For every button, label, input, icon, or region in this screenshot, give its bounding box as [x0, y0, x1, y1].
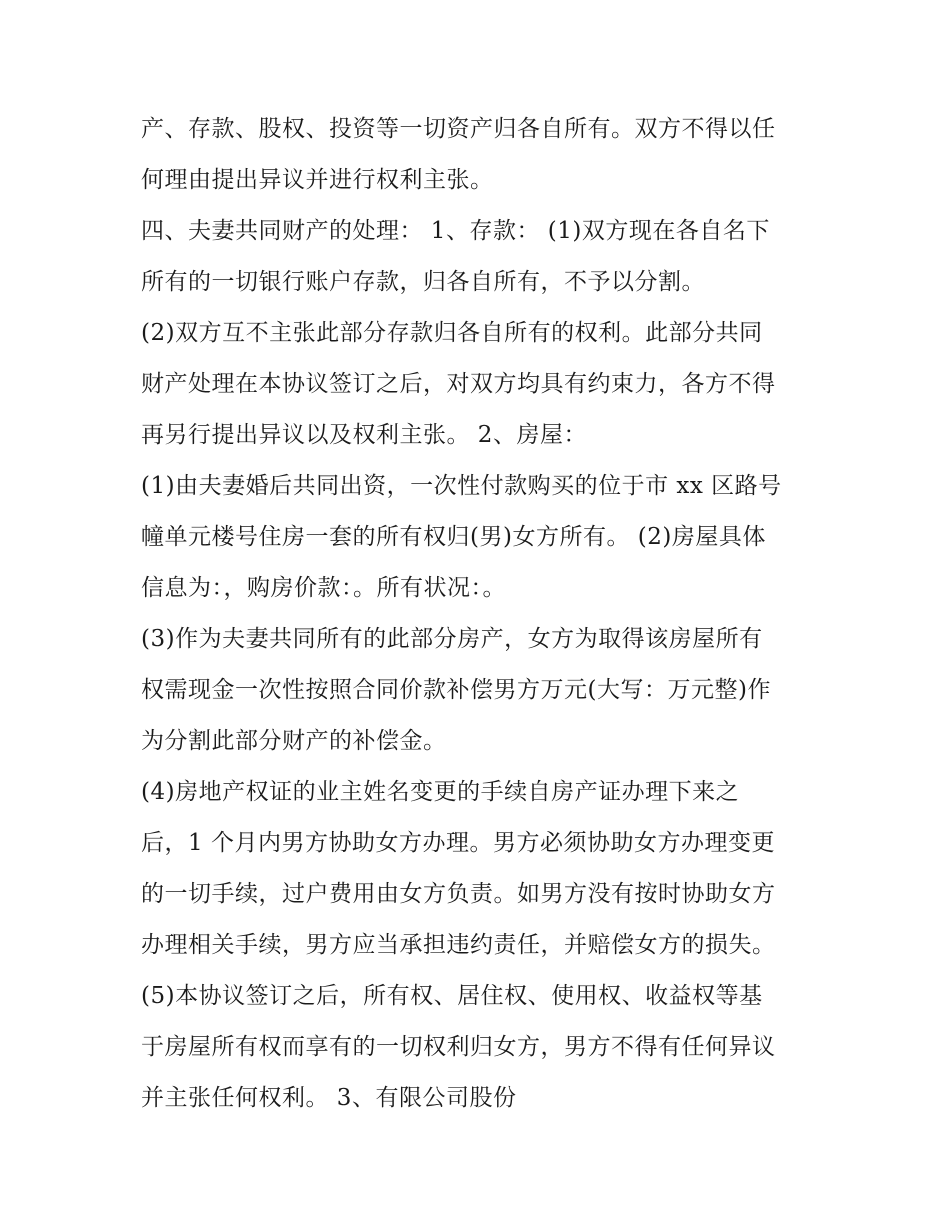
text-line: 权需现金一次性按照合同价款补偿男方万元(大写：万元整)作 — [141, 677, 771, 703]
text-line: 后，1 个月内男方协助女方办理。男方必须协助女方办理变更 — [141, 830, 775, 856]
text-line: 于房屋所有权而享有的一切权利归女方，男方不得有任何异议 — [141, 1034, 776, 1060]
text-line: (3)作为夫妻共同所有的此部分房产，女方为取得该房屋所有 — [141, 626, 763, 652]
text-line: 办理相关手续，男方应当承担违约责任，并赔偿女方的损失。 — [141, 932, 776, 958]
text-line: (2)双方互不主张此部分存款归各自所有的权利。此部分共同 — [141, 320, 763, 346]
text-line: (4)房地产权证的业主姓名变更的手续自房产证办理下来之 — [141, 779, 740, 805]
text-line: 再另行提出异议以及权利主张。 2、房屋： — [141, 422, 587, 448]
text-line: 四、夫妻共同财产的处理： 1、存款： (1)双方现在各自名下 — [141, 218, 770, 244]
text-line: (5)本协议签订之后，所有权、居住权、使用权、收益权等基 — [141, 983, 763, 1009]
text-line: 所有的一切银行账户存款，归各自所有，不予以分割。 — [141, 269, 705, 295]
document-body — [141, 104, 831, 1124]
text-line: 为分割此部分财产的补偿金。 — [141, 728, 447, 754]
text-line: 产、存款、股权、投资等一切资产归各自所有。双方不得以任 — [141, 116, 776, 142]
text-line: (1)由夫妻婚后共同出资，一次性付款购买的位于市 xx 区路号 — [141, 473, 782, 499]
text-line: 财产处理在本协议签订之后，对双方均具有约束力，各方不得 — [141, 371, 776, 397]
text-line: 并主张任何权利。 3、有限公司股份 — [141, 1085, 517, 1111]
text-line: 何理由提出异议并进行权利主张。 — [141, 167, 494, 193]
text-line: 信息为：，购房价款：。所有状况：。 — [141, 575, 506, 601]
text-line: 的一切手续，过户费用由女方负责。如男方没有按时协助女方 — [141, 881, 776, 907]
text-line: 幢单元楼号住房一套的所有权归(男)女方所有。 (2)房屋具体 — [141, 524, 766, 550]
